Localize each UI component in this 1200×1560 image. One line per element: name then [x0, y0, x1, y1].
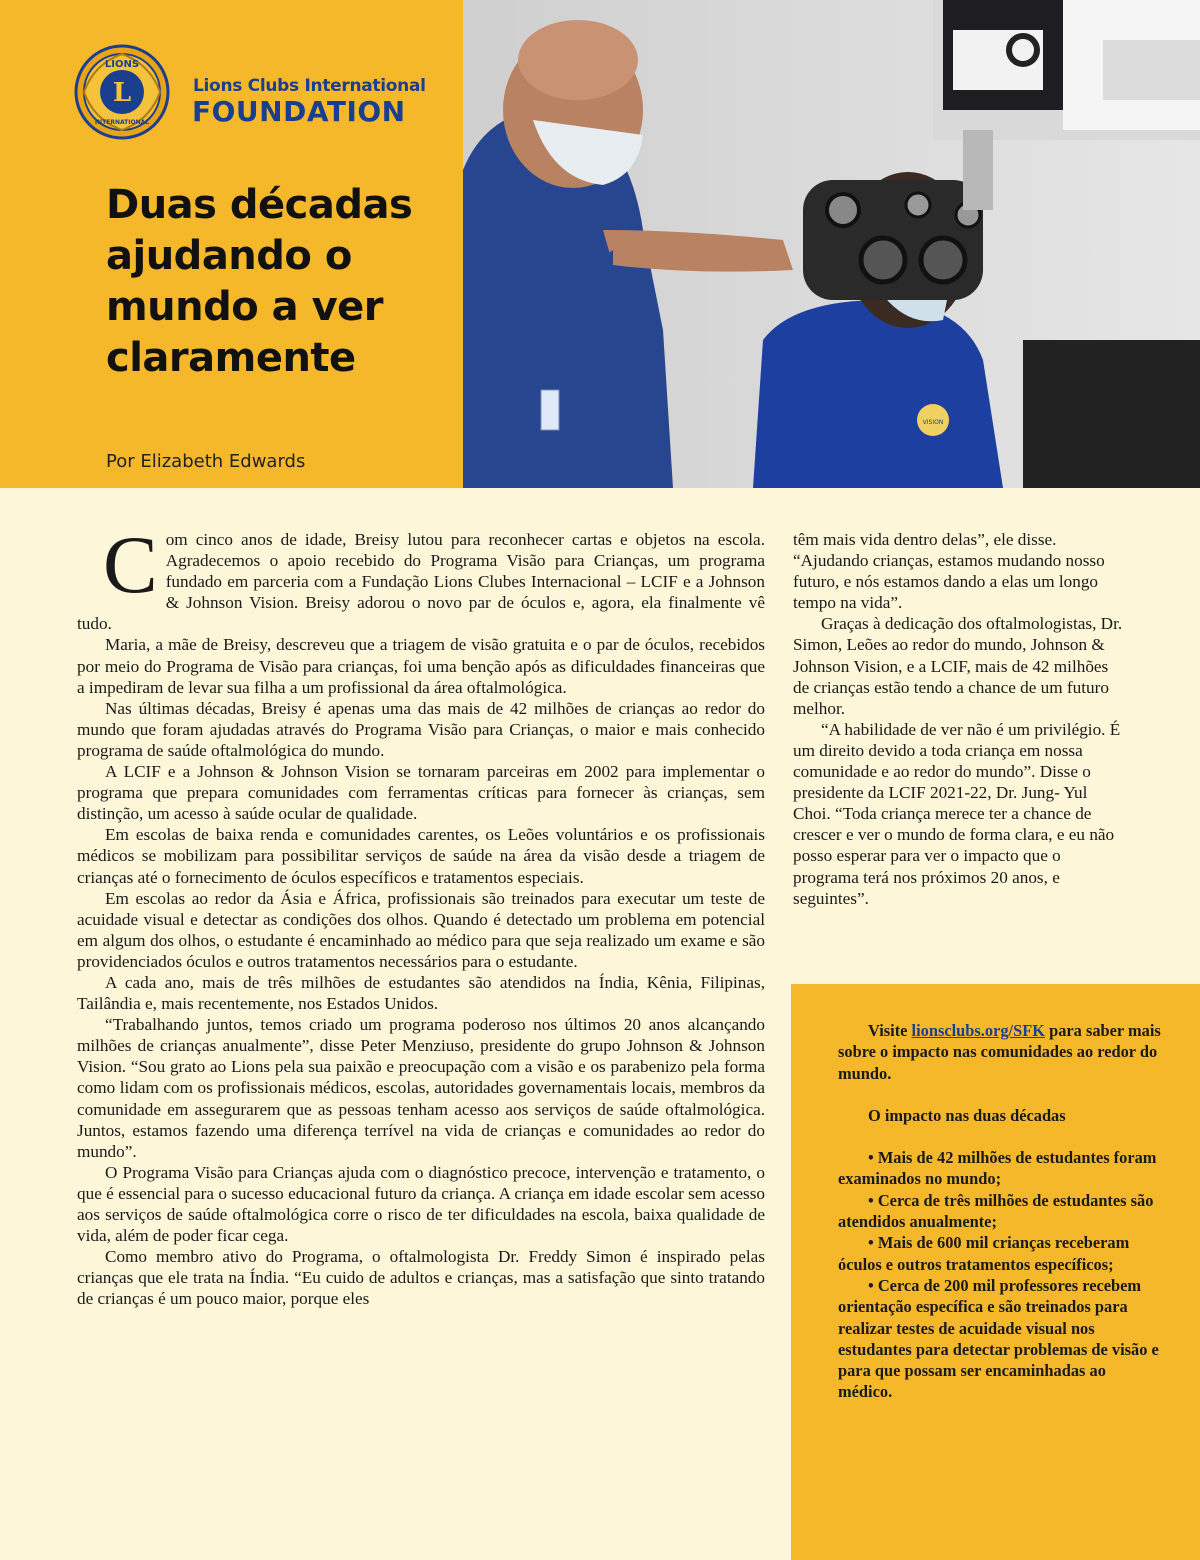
impact-bullet: • Cerca de 200 mil professores recebem orientação específica e são treinados para realizar testes de acuidade visual nos estudantes para detectar problemas de visão e para que possam ser encaminhadas ao médico. — [838, 1275, 1159, 1402]
logo-letter: L — [112, 78, 132, 108]
article-title: Duas décadas ajudando o mundo a ver claramente — [106, 182, 413, 381]
eye-exam-photo — [463, 0, 1200, 488]
logo-bottom-text: INTERNATIONAL — [94, 119, 150, 126]
drop-cap: C — [103, 519, 158, 610]
org-subtitle: FOUNDATION — [192, 95, 406, 128]
lions-emblem-icon — [74, 44, 170, 140]
visit-text — [838, 1020, 1162, 1084]
article-paragraph: “Trabalhando juntos, temos criado um programa poderoso nos últimos 20 anos alcançando milhões de crianças anualmente”, disse Peter Menziuso, presidente do grupo Johnson & Johnson Vision. “Sou grato ao Lions pela sua paixão e preocupação com a visão e os parabenizo pela forma como lidam com os profissionais médicos, escolas, autoridades governamentais locais, membros da comunidade em assegurarem que as pessoas tenham acesso aos serviços de saúde oftalmológica. Juntos, estamos fazendo uma diferença terrível na vida de crianças e comunidades ao redor do mundo”. — [77, 1015, 765, 1161]
impact-bullet: • Mais de 42 milhões de estudantes foram examinados no mundo; — [838, 1148, 1157, 1189]
article-right-column — [793, 529, 1128, 909]
article-paragraph: A cada ano, mais de três milhões de estudantes são atendidos na Índia, Kênia, Filipinas, Tailândia e, mais recentemente, nos Estados Unidos. — [77, 972, 765, 1014]
article-body — [77, 519, 765, 1309]
article-continuation: têm mais vida dentro delas”, ele disse. “Ajudando crianças, estamos mudando nosso futuro, e nós estamos dando a elas um longo tempo na vida”. — [793, 530, 1105, 613]
impact-bullet: • Cerca de três milhões de estudantes são atendidos anualmente; — [838, 1190, 1154, 1232]
article-paragraph-1 — [77, 519, 765, 634]
article-paragraph: Em escolas de baixa renda e comunidades carentes, os Leões voluntários e os profissionais médicos se mobilizam para possibilitar serviços de saúde na área da visão desde a triagem de crianças até o fornecimento de óculos específicos e tratamentos especiais. — [77, 825, 765, 887]
article-paragraph: O Programa Visão para Crianças ajuda com o diagnóstico precoce, intervenção e tratamento, o que é essencial para o sucesso educacional futuro da criança. A criança em idade escolar sem acesso aos serviços de saúde oftalmológica corre o risco de ter dificuldades na escola, baixa qualidade de vida, além de poder ficar cega. — [77, 1162, 765, 1246]
visit-suffix: para saber mais sobre o impacto nas comunidades ao redor do mundo. — [838, 1021, 1161, 1083]
lionsclubs-link[interactable]: lionsclubs.org/SFK — [911, 1021, 1045, 1040]
logo-top-text: LIONS — [104, 59, 140, 70]
impact-sidebar — [791, 984, 1200, 1560]
article-paragraph: A LCIF e a Johnson & Johnson Vision se tornaram parceiras em 2002 para implementar o programa que prepara comunidades com ferramentas críticas para fornecer às crianças, sem distinção, um acesso à saúde ocular de qualidade. — [77, 762, 765, 824]
article-paragraph: Como membro ativo do Programa, o oftalmologista Dr. Freddy Simon é inspirado pelas crianças que ele trata na Índia. “Eu cuido de adultos e crianças, mas a satisfação que sinto tratando de crianças é um pouco maior, porque eles — [77, 1247, 765, 1309]
sidebar-content — [838, 1020, 1162, 1403]
shirt-badge-text: VISION — [922, 419, 944, 426]
header-panel — [0, 0, 463, 488]
visit-prefix: Visite — [868, 1021, 912, 1040]
impact-bullet: • Mais de 600 mil crianças receberam óculos e outros tratamentos específicos; — [838, 1233, 1130, 1274]
org-name: Lions Clubs International — [193, 76, 426, 96]
impact-heading: O impacto nas duas décadas — [868, 1105, 1066, 1125]
byline: Por Elizabeth Edwards — [106, 451, 306, 472]
article-paragraph: Nas últimas décadas, Breisy é apenas uma das mais de 42 milhões de crianças ao redor do mundo que foram ajudadas através do Programa Visão para Crianças, o maior e mais conhecido programa de saúde oftalmológica do mundo. — [77, 698, 765, 760]
article-paragraph: Em escolas ao redor da Ásia e África, profissionais são treinados para executar um teste de acuidade visual e detectar as condições dos olhos. Quando é detectado um problema em potencial em algum dos olhos, o estudante é encaminhado ao médico para que seja realizado um exame e são providenciados óculos e outros tratamentos necessários para o estudante. — [77, 888, 765, 971]
article-paragraph: “A habilidade de ver não é um privilégio. É um direito devido a toda criança em nossa comunidade e ao redor do mundo”. Disse o presidente da LCIF 2021-22, Dr. Jung- Yul Choi. “Toda criança merece ter a chance de crescer e ver o mundo de forma clara, e eu não posso esperar para ver o impacto que o programa terá nos próximos 20 anos, e seguintes”. — [793, 719, 1121, 908]
article-paragraph: Graças à dedicação dos oftalmologistas, Dr. Simon, Leões ao redor do mundo, Johnson & Johnson Vision, e a LCIF, mais de 42 milhões de crianças estão tendo a chance de um futuro melhor. — [793, 614, 1123, 718]
first-paragraph-text: om cinco anos de idade, Breisy lutou para reconhecer cartas e objetos na escola. Agradecemos o apoio recebido do Programa Visão para Crianças, um programa fundado em parceria com a Fundação Lions Clubes Internacional – LCIF e a Johnson & Johnson Vision. Breisy adorou o novo par de óculos e, agora, ela finalmente vê tudo. — [77, 530, 765, 634]
article-paragraph: Maria, a mãe de Breisy, descreveu que a triagem de visão gratuita e o par de óculos, recebidos por meio do Programa de Visão para crianças, foi uma benção após as dificuldades financeiras que a impediram de levar sua filha a um profissional da área oftalmológica. — [77, 635, 765, 697]
